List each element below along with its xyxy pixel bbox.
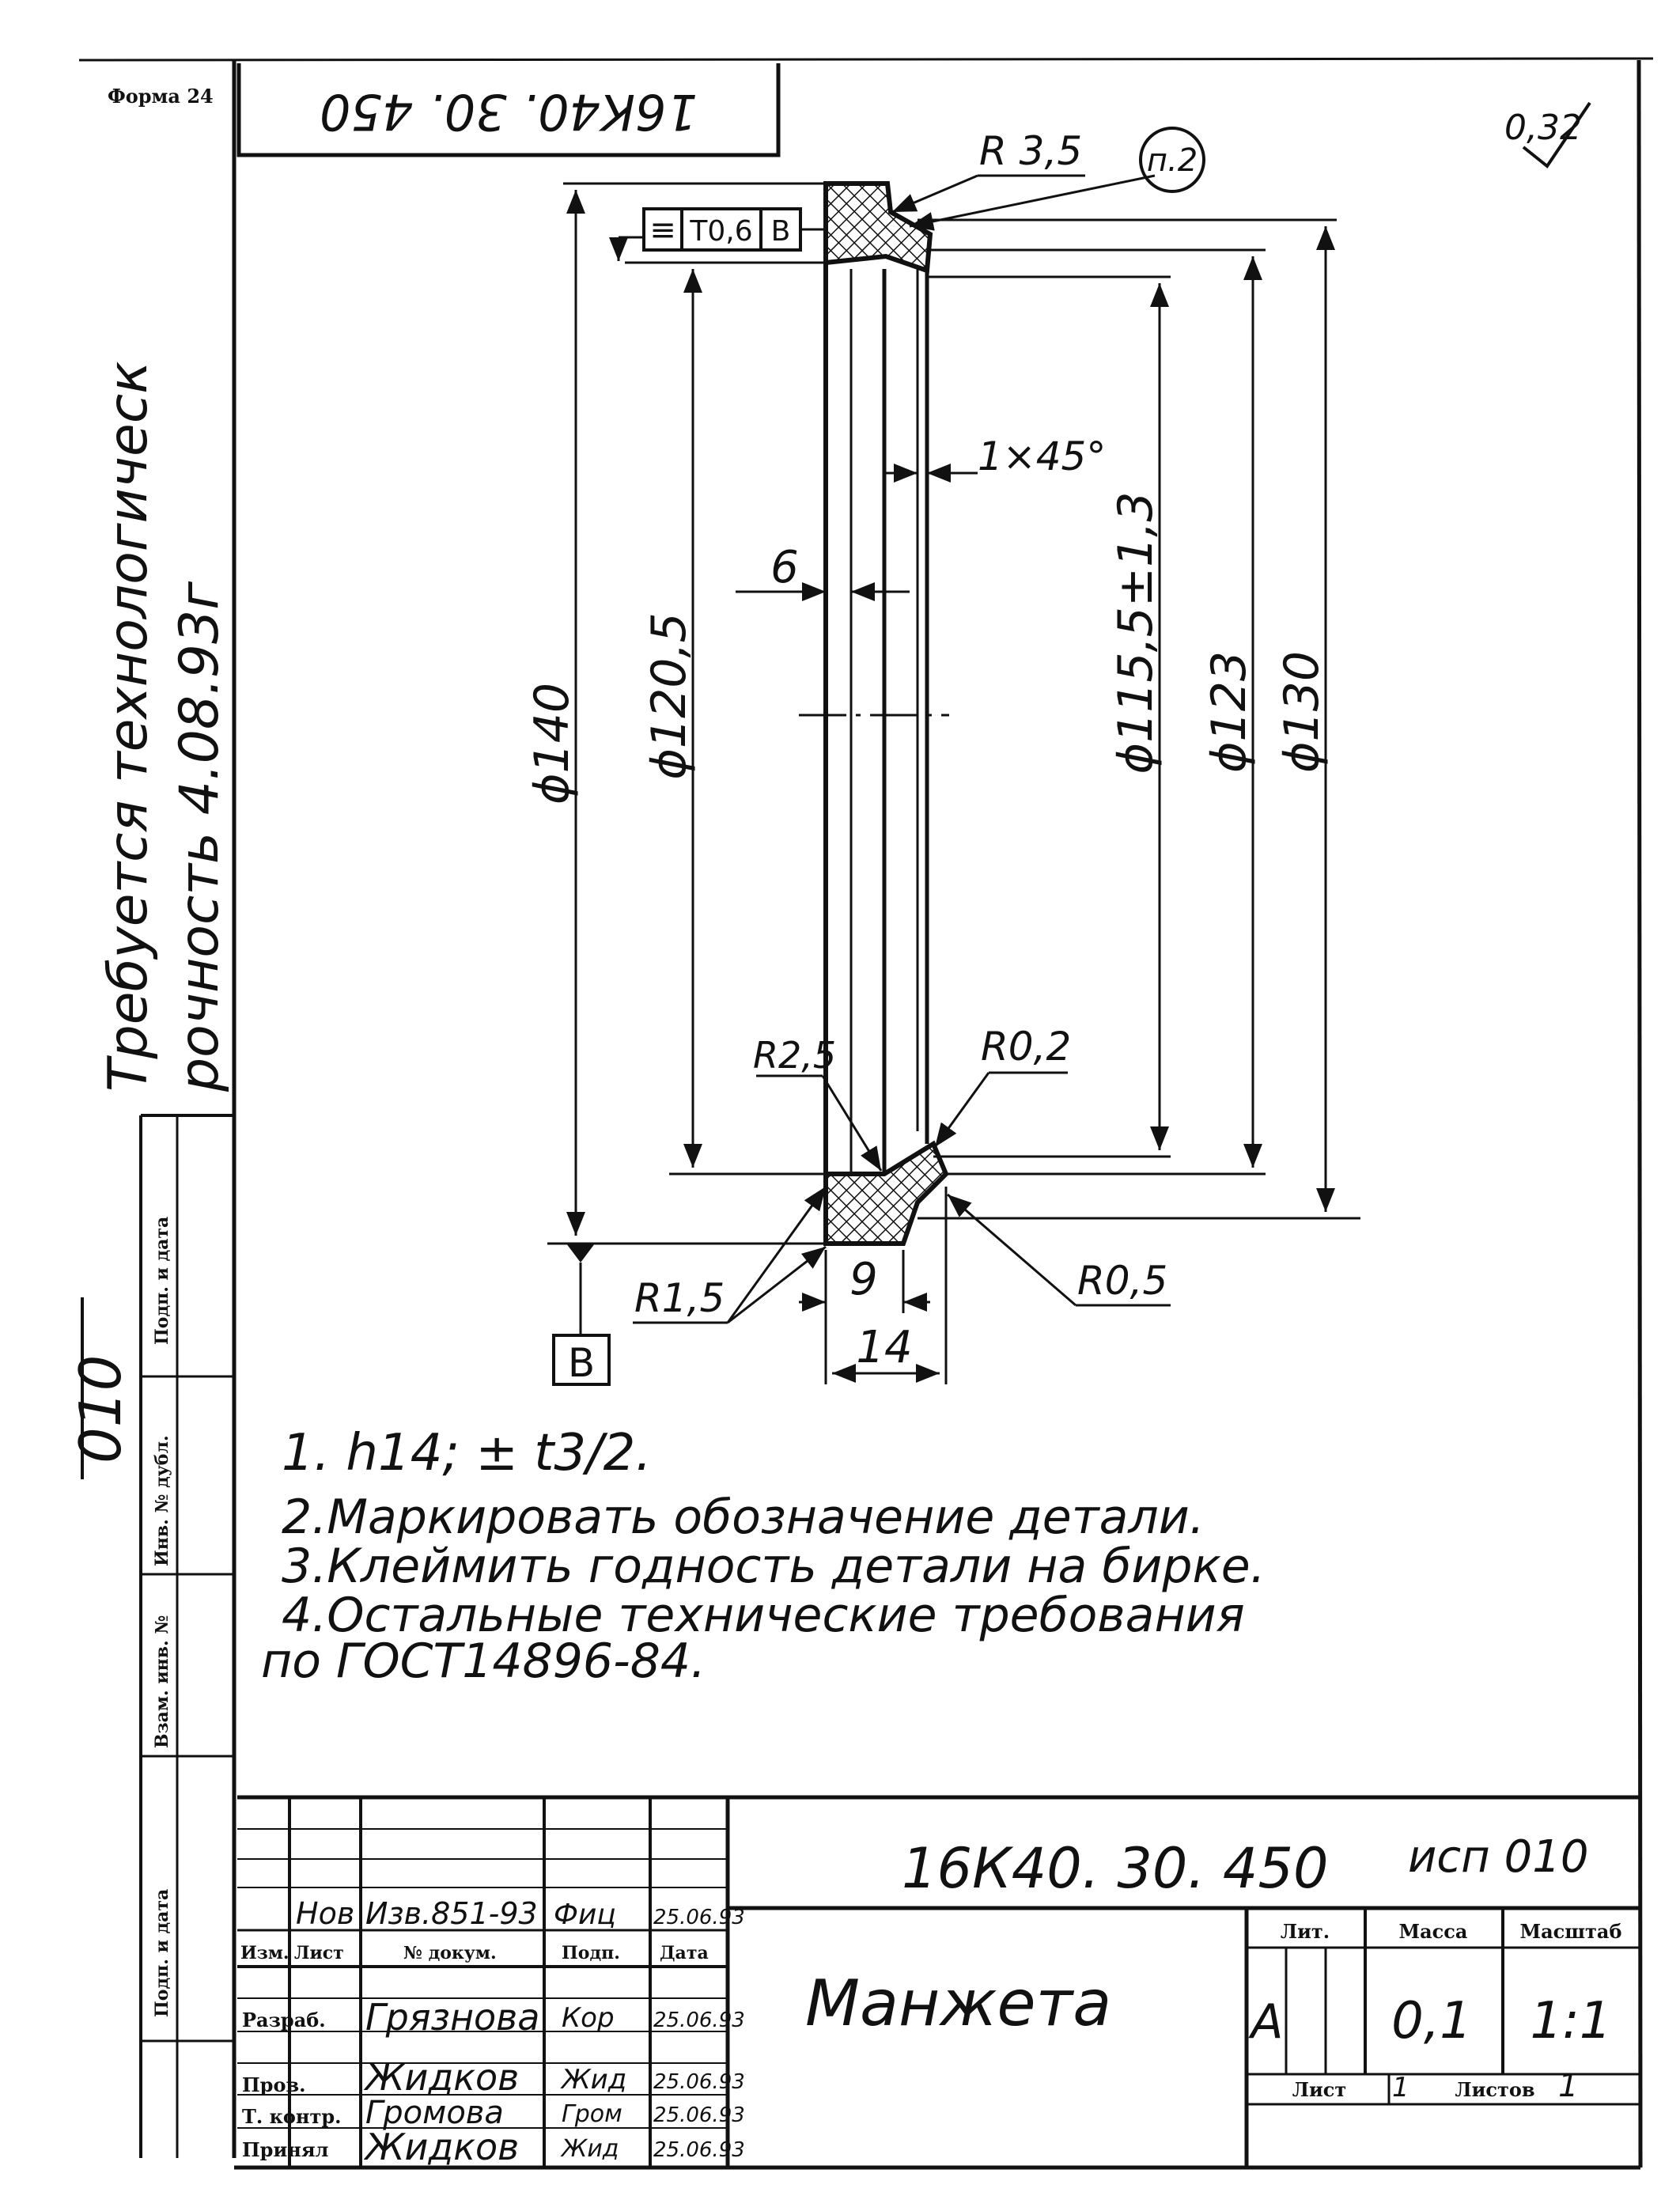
title-variant: исп 010 (1408, 1831, 1589, 1883)
label-inv-dubl: Инв. № дубл. (152, 1435, 172, 1566)
technical-notes (261, 1424, 1266, 1689)
label-podp-data-top: Подп. и дата (152, 1216, 172, 1345)
variant-side (67, 1355, 134, 1463)
value-scale: 1:1 (1530, 1992, 1612, 2050)
roughness-value: 0,32 (1504, 108, 1582, 148)
note-4: 4.Остальные технические требования (282, 1588, 1245, 1643)
rev-date: 25.06.93 (653, 1906, 745, 1929)
name-0: Грязнова (365, 1996, 540, 2039)
title-part-name: Манжета (805, 1967, 1112, 2040)
note-2: 2.Маркировать обозначение детали. (282, 1490, 1205, 1545)
role-3: Принял (242, 2138, 329, 2161)
dim-d140: ϕ140 (524, 682, 580, 805)
header-scale: Масштаб (1519, 1920, 1622, 1943)
hdr-doc: № докум. (403, 1943, 497, 1963)
dim-r35: R 3,5 (979, 128, 1083, 174)
tolerance-symbol: ≡ (649, 212, 676, 248)
side-note-line1: Требуется технологическ (97, 361, 160, 1092)
roughness-mark (1504, 103, 1590, 166)
tolerance-frame (619, 209, 826, 261)
hdr-izm: Изм. (240, 1943, 289, 1963)
sign-1: Жид (562, 2064, 627, 2096)
name-1: Жидков (365, 2056, 520, 2099)
dim-r05: R0,5 (1077, 1258, 1168, 1304)
variant-side-text: 010 (67, 1354, 134, 1463)
dim-r15: R1,5 (634, 1275, 725, 1321)
rev-sign: Фиц (554, 1899, 616, 1931)
rev-col1: Нов (296, 1896, 355, 1931)
value-sheets: 1 (1558, 2068, 1579, 2104)
date-1: 25.06.93 (653, 2070, 745, 2094)
hdr-list: Лист (294, 1943, 344, 1963)
dim-chamfer: 1×45° (978, 434, 1107, 479)
sign-0: Кор (562, 2002, 615, 2034)
drawing-number-top: 16К40. 30. 450 (320, 83, 698, 141)
dim-d123: ϕ123 (1201, 650, 1257, 774)
sign-3: Жид (562, 2135, 619, 2163)
date-0: 25.06.93 (653, 2009, 745, 2032)
header-lit: Лит. (1280, 1920, 1330, 1943)
hdr-data: Дата (660, 1943, 709, 1963)
title-designation: 16К40. 30. 450 (902, 1836, 1329, 1901)
sign-2: Гром (562, 2100, 622, 2128)
role-2: Т. контр. (242, 2105, 342, 2128)
dim-d1155: ϕ115,5±1,3 (1108, 491, 1164, 774)
tolerance-datum: B (770, 215, 791, 248)
side-note (97, 362, 231, 1092)
value-mass: 0,1 (1391, 1992, 1472, 2050)
note-3: 3.Клеймить годность детали на бирке. (282, 1539, 1266, 1594)
part-section-top (826, 184, 930, 271)
label-sheet: Лист (1292, 2078, 1347, 2101)
dim-p2: п.2 (1146, 142, 1198, 179)
dim-d130: ϕ130 (1274, 650, 1330, 774)
date-3: 25.06.93 (653, 2138, 745, 2162)
tolerance-value: T0,6 (690, 215, 753, 248)
role-1: Пров. (242, 2073, 306, 2096)
label-sheets: Листов (1455, 2078, 1535, 2101)
rev-doc: Изв.851-93 (365, 1896, 538, 1931)
dim-d1205: ϕ120,5 (641, 612, 697, 780)
label-vzam-inv: Взам. инв. № (152, 1615, 172, 1748)
date-2: 25.06.93 (653, 2103, 745, 2127)
note-5: по ГОСТ14896-84. (261, 1634, 706, 1689)
hdr-podp: Подп. (562, 1943, 620, 1963)
value-sheet: 1 (1392, 2072, 1409, 2103)
roles-table (242, 1996, 745, 2168)
datum-b-letter: B (567, 1340, 596, 1386)
header-mass: Масса (1398, 1920, 1468, 1943)
drawing-number-box (239, 63, 778, 155)
label-podp-data-bottom: Подп. и дата (152, 1888, 172, 2017)
role-0: Разраб. (242, 2009, 326, 2031)
leader-lines (633, 176, 1171, 1323)
dim-width6: 6 (770, 542, 799, 593)
dim-w14: 14 (856, 1322, 913, 1373)
extension-lines (547, 184, 1360, 1384)
dim-r25: R2,5 (753, 1034, 837, 1077)
note-1: 1. h14; ± t3/2. (282, 1424, 652, 1482)
dim-w9: 9 (849, 1254, 878, 1305)
form-label: Форма 24 (108, 85, 214, 108)
value-lit: А (1251, 1994, 1284, 2050)
side-note-line2: рочность 4.08.93г (168, 581, 231, 1092)
dim-r02: R0,2 (981, 1024, 1072, 1070)
name-2: Громова (365, 2095, 504, 2131)
part-body-lines (826, 184, 927, 1244)
name-3: Жидков (365, 2126, 520, 2168)
